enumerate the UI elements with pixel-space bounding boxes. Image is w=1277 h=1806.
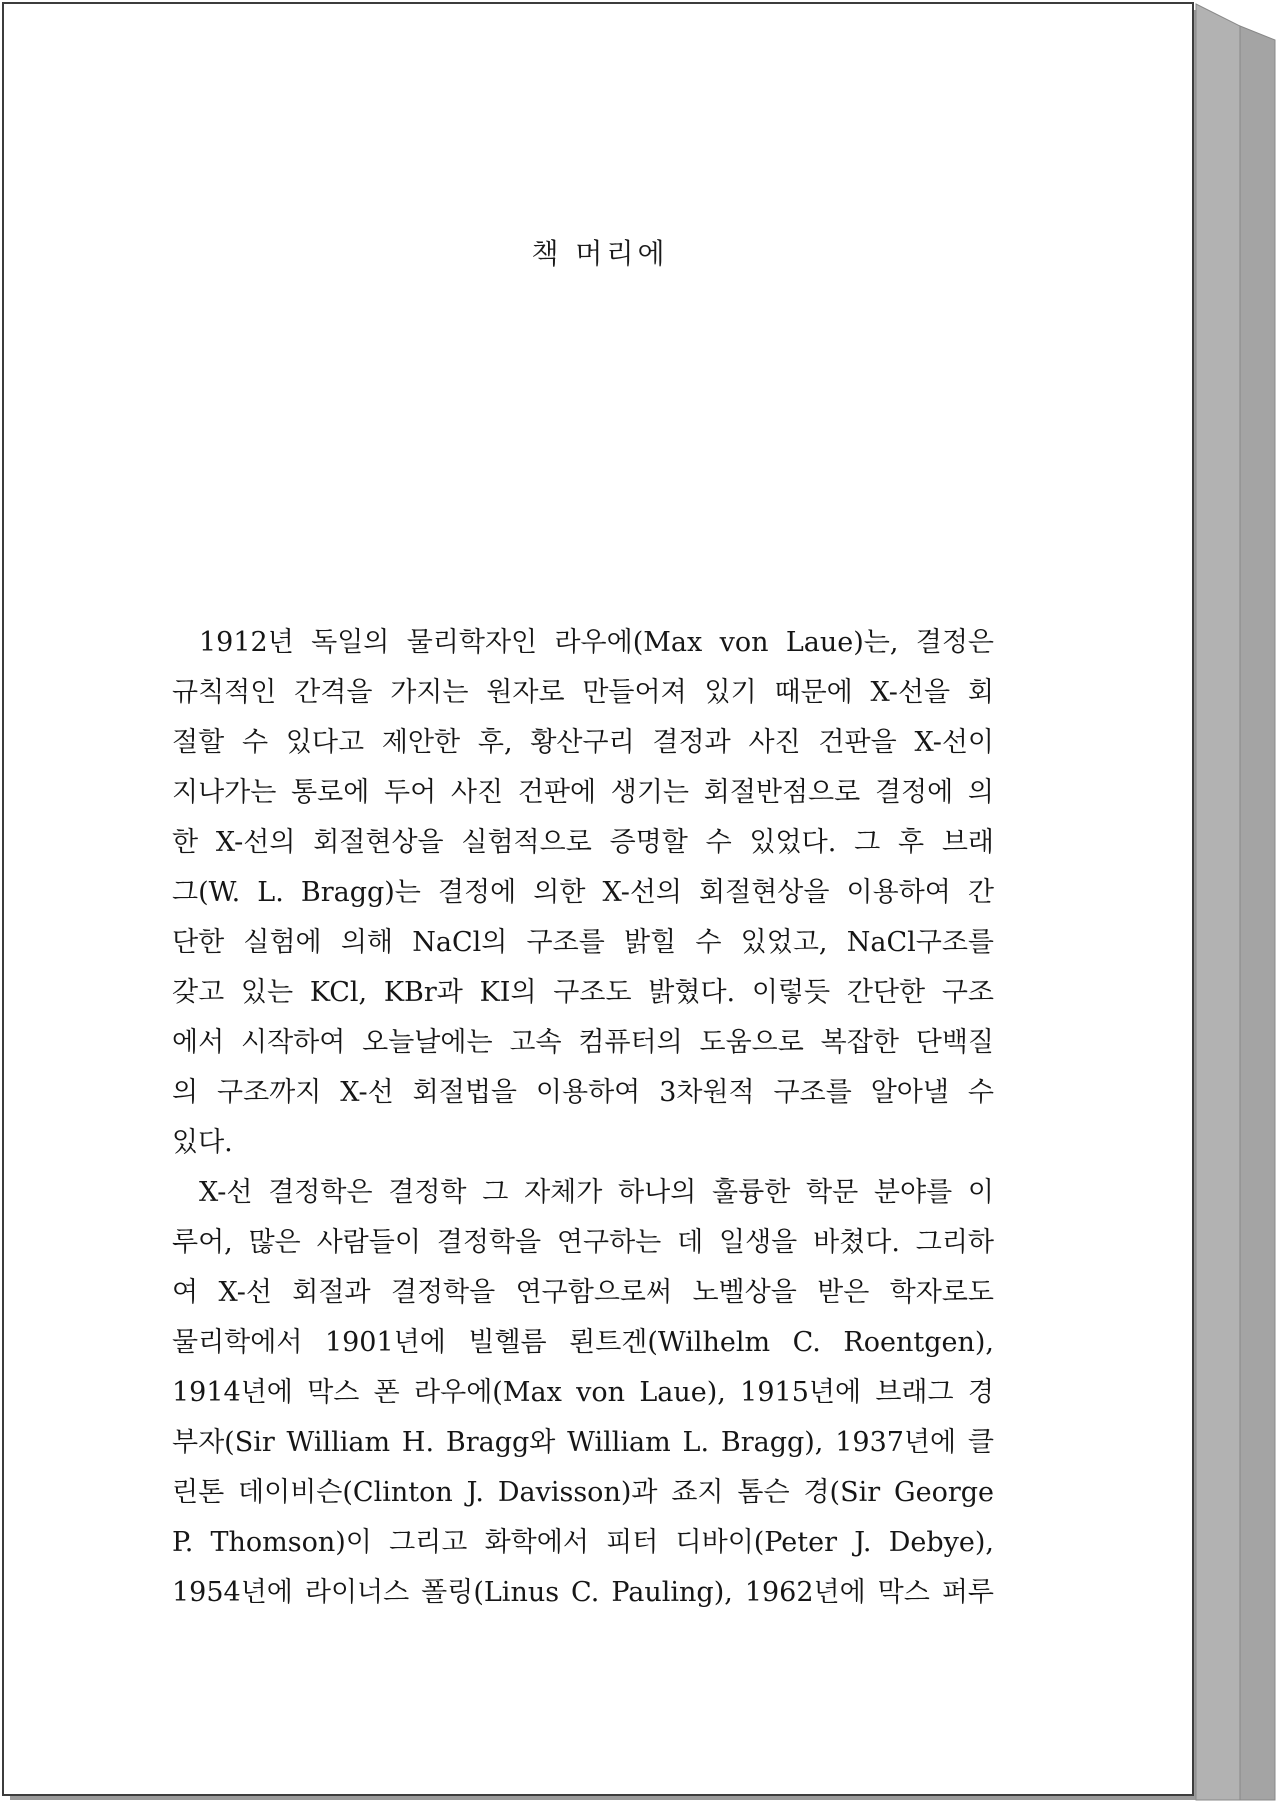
text-line: 에서 시작하여 오늘날에는 고속 컴퓨터의 도움으로 복잡한 단백질 — [172, 1027, 994, 1058]
text-line: 지나가는 통로에 두어 사진 건판에 생기는 회절반점으로 결정에 의 — [172, 777, 994, 808]
text-line: 절할 수 있다고 제안한 후, 황산구리 결정과 사진 건판을 X-선이 — [172, 727, 994, 758]
text-line: 그(W. L. Bragg)는 결정에 의한 X-선의 회절현상을 이용하여 간 — [172, 877, 994, 908]
text-line: 있다. — [172, 1127, 233, 1158]
text-line: 여 X-선 회절과 결정학을 연구함으로써 노벨상을 받은 학자로도 — [172, 1277, 994, 1308]
document-page — [2, 2, 1194, 1796]
text-line: 물리학에서 1901년에 빌헬름 뢴트겐(Wilhelm C. Roentgen), — [172, 1327, 994, 1358]
text-line: 단한 실험에 의해 NaCl의 구조를 밝힐 수 있었고, NaCl구조를 — [172, 927, 994, 958]
text-line: 루어, 많은 사람들이 결정학을 연구하는 데 일생을 바쳤다. 그리하 — [172, 1227, 994, 1258]
page-title: 책 머리에 — [531, 237, 669, 270]
text-line: 린톤 데이비슨(Clinton J. Davisson)과 죠지 톰슨 경(Sir George — [172, 1477, 994, 1508]
text-line: 갖고 있는 KCl, KBr과 KI의 구조도 밝혔다. 이렇듯 간단한 구조 — [172, 977, 994, 1008]
text-line: 규칙적인 간격을 가지는 원자로 만들어져 있기 때문에 X-선을 회 — [172, 677, 994, 708]
text-line: 1914년에 막스 폰 라우에(Max von Laue), 1915년에 브래그 경 — [172, 1377, 994, 1408]
text-line: X-선 결정학은 결정학 그 자체가 하나의 훌륭한 학문 분야를 이 — [199, 1177, 994, 1208]
text-line: 1912년 독일의 물리학자인 라우에(Max von Laue)는, 결정은 — [199, 627, 994, 658]
text-line: 부자(Sir William H. Bragg와 William L. Bragg), 1937년에 클 — [172, 1427, 994, 1458]
body-text — [172, 618, 994, 1618]
text-line: P. Thomson)이 그리고 화학에서 피터 디바이(Peter J. Debye), — [172, 1527, 994, 1558]
text-line: 1954년에 라이너스 폴링(Linus C. Pauling), 1962년에 막스 퍼루 — [172, 1577, 994, 1608]
text-line: 의 구조까지 X-선 회절법을 이용하여 3차원적 구조를 알아낼 수 — [172, 1077, 994, 1108]
text-line: 한 X-선의 회절현상을 실험적으로 증명할 수 있었다. 그 후 브래 — [172, 827, 994, 858]
